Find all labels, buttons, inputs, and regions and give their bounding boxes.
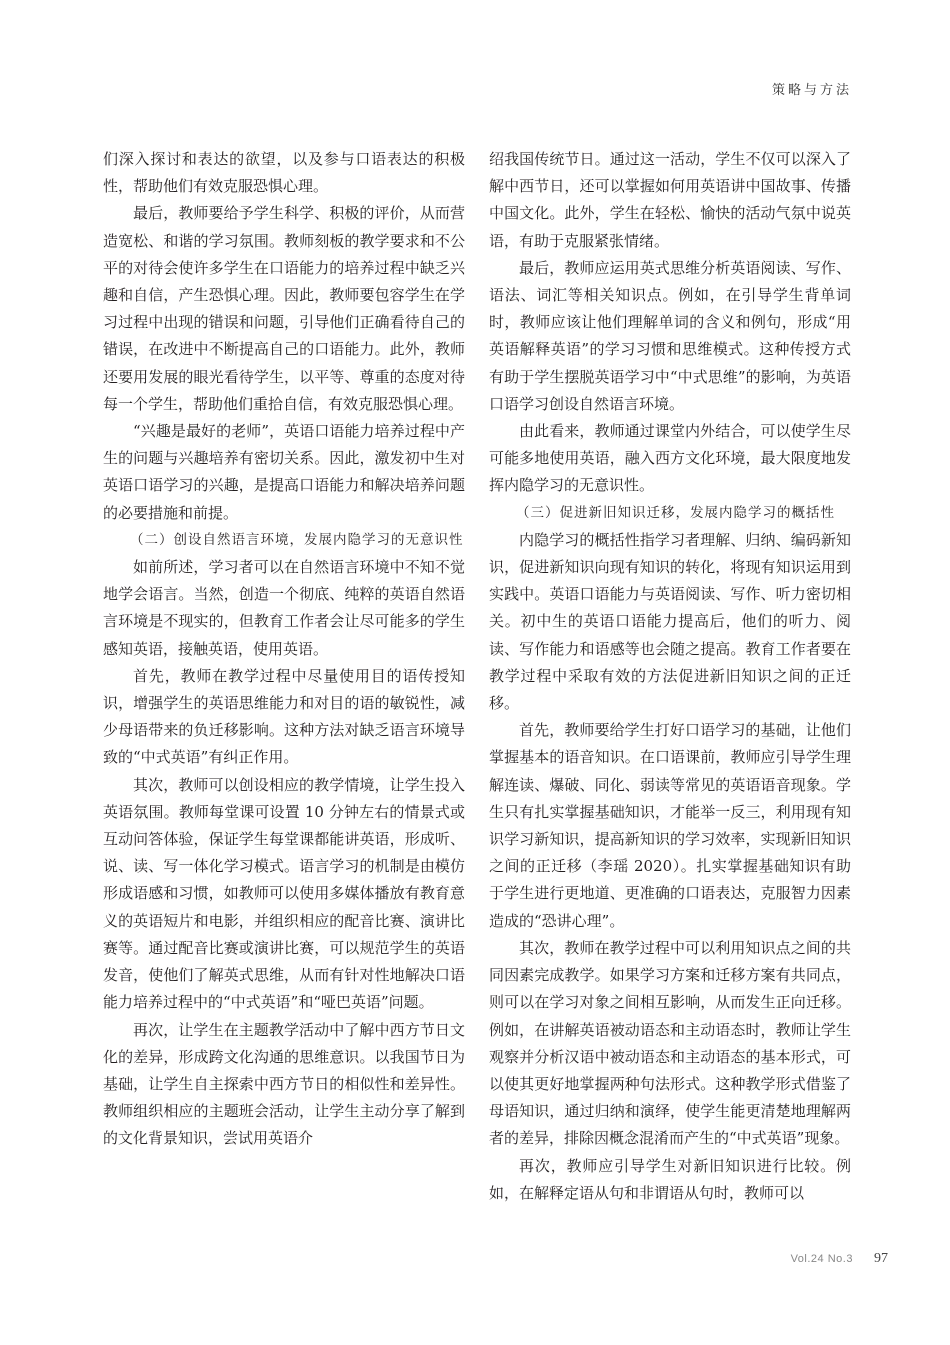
paragraph: 再次，教师应引导学生对新旧知识进行比较。例如，在解释定语从句和非谓语从句时，教师可以 xyxy=(489,1156,851,1202)
paragraph: 首先，教师要给学生打好口语学习的基础，让他们掌握基本的语音知识。在口语课前，教师应引导学生理解连读、爆破、同化、弱读等常见的英语语音现象。学生只有扎实掌握基础知识，才能举一反三，利用现有知识学习新知识，提高新知识的学习效率，实现新旧知识之间的正迁移（李瑶 2020）。扎实掌握基础知识有助于学生进行更地道、更准确的口语表达，克服智力因素造成的“恐讲心理”。 xyxy=(489,721,851,930)
left-column xyxy=(103,146,465,1153)
right-column xyxy=(489,146,851,1207)
running-header: 策略与方法 xyxy=(771,83,852,98)
paragraph: 最后，教师要给予学生科学、积极的评价，从而营造宽松、和谐的学习氛围。教师刻板的教学要求和不公平的对待会使许多学生在口语能力的培养过程中缺乏兴趣和自信，产生恐惧心理。因此，教师要包容学生在学习过程中出现的错误和问题，引导他们正确看待自己的错误，在改进中不断提高自己的口语能力。此外，教师还要用发展的眼光看待学生，以平等、尊重的态度对待每一个学生，帮助他们重拾自信，有效克服恐惧心理。 xyxy=(103,204,465,413)
paragraph: 由此看来，教师通过课堂内外结合，可以使学生尽可能多地使用英语，融入西方文化环境，最大限度地发挥内隐学习的无意识性。 xyxy=(489,422,851,495)
paragraph: “兴趣是最好的老师”，英语口语能力培养过程中产生的问题与兴趣培养有密切关系。因此，激发初中生对英语口语学习的兴趣，是提高口语能力和解决培养问题的必要措施和前提。 xyxy=(103,422,465,522)
paragraph: 其次，教师在教学过程中可以利用知识点之间的共同因素完成教学。如果学习方案和迁移方案有共同点，则可以在学习对象之间相互影响，从而发生正向迁移。例如，在讲解英语被动语态和主动语态时，教师让学生观察并分析汉语中被动语态和主动语态的基本形式，可以使其更好地掌握两种句法形式。这种教学形式借鉴了母语知识，通过归纳和演绎，使学生能更清楚地理解两者的差异，排除因概念混淆而产生的“中式英语”现象。 xyxy=(489,938,851,1148)
section-heading-3: （三）促进新旧知识迁移，发展内隐学习的概括性 xyxy=(516,504,835,521)
page-number: 97 xyxy=(874,1251,888,1266)
paragraph: 最后，教师应运用英式思维分析英语阅读、写作、语法、词汇等相关知识点。例如，在引导学生背单词时，教师应该让他们理解单词的含义和例句，形成“用英语解释英语”的学习习惯和思维模式。这种传授方式有助于学生摆脱英语学习中“中式思维”的影响，为英语口语学习创设自然语言环境。 xyxy=(489,258,851,413)
paragraph: 其次，教师可以创设相应的教学情境，让学生投入英语氛围。教师每堂课可设置 10 分钟左右的情景式或互动问答体验，保证学生每堂课都能讲英语，形成听、说、读、写一体化学习模式。语言学习的机制是由模仿形成语感和习惯，如教师可以使用多媒体播放有教育意义的英语短片和电影，并组织相应的配音比赛、演讲比赛等。通过配音比赛或演讲比赛，可以规范学生的英语发音，使他们了解英式思维，从而有针对性地解决口语能力培养过程中的“中式英语”和“哑巴英语”问题。 xyxy=(103,775,465,1012)
volume-info: Vol.24 No.3 xyxy=(790,1253,853,1265)
paragraph: 如前所述，学习者可以在自然语言环境中不知不觉地学会语言。当然，创造一个彻底、纯粹的英语自然语言环境是不现实的，但教育工作者会让尽可能多的学生感知英语，接触英语，使用英语。 xyxy=(103,558,465,658)
paragraph: 首先，教师在教学过程中尽量使用目的语传授知识，增强学生的英语思维能力和对目的语的敏锐性，减少母语带来的负迁移影响。这种方法对缺乏语言环境导致的“中式英语”有纠正作用。 xyxy=(103,666,465,767)
paragraph: 们深入探讨和表达的欲望，以及参与口语表达的积极性，帮助他们有效克服恐惧心理。 xyxy=(103,150,465,196)
paragraph: 再次，让学生在主题教学活动中了解中西方节日文化的差异，形成跨文化沟通的思维意识。以我国节日为基础，让学生自主探索中西方节日的相似性和差异性。教师组织相应的主题班会活动，让学生主动分享了解到的文化背景知识，尝试用英语介 xyxy=(103,1020,465,1148)
page-footer xyxy=(791,1251,888,1267)
paragraph: 绍我国传统节日。通过这一活动，学生不仅可以深入了解中西节日，还可以掌握如何用英语讲中国故事、传播中国文化。此外，学生在轻松、愉快的活动气氛中说英语，有助于克服紧张情绪。 xyxy=(489,150,851,250)
section-heading-2: （二）创设自然语言环境，发展内隐学习的无意识性 xyxy=(130,531,464,548)
paragraph: 内隐学习的概括性指学习者理解、归纳、编码新知识，促进新知识向现有知识的转化，将现有知识运用到实践中。英语口语能力与英语阅读、写作、听力密切相关。初中生的英语口语能力提高后，他们的听力、阅读、写作能力和语感等也会随之提高。教育工作者要在教学过程中采取有效的方法促进新旧知识之间的正迁移。 xyxy=(489,530,851,713)
